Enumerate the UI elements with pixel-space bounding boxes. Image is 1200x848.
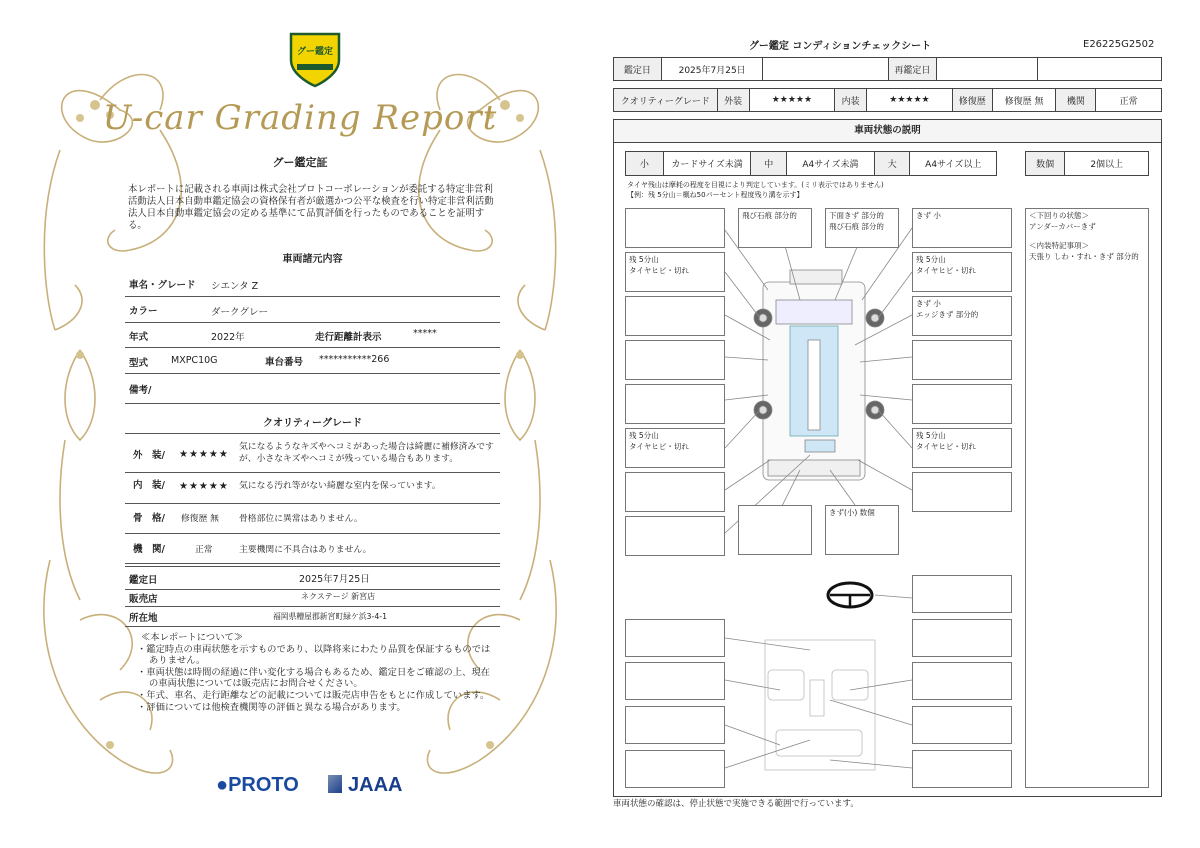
history-value: 修復歴 無 (993, 89, 1057, 111)
name-label: 車名・グレード (129, 280, 196, 291)
info-date-value: 2025年7月25日 (299, 574, 370, 585)
condition-box (625, 750, 725, 788)
condition-box-rear-right-tire: 残 5分山 タイヤヒビ・切れ (912, 428, 1012, 468)
model-value: MXPC10G (171, 355, 218, 366)
info-date-label: 鑑定日 (129, 575, 158, 586)
report-notes (137, 632, 497, 713)
note-item: ・車両状態は時間の経過に伴い変化する場合もあるため、鑑定日をご確認の上、現在の車両状態については販売店にお問合せください。 (137, 666, 490, 690)
legend-count-desc: 2個以上 (1090, 160, 1124, 170)
condition-box (912, 575, 1012, 613)
color-label: カラー (129, 306, 158, 317)
condition-box (738, 505, 812, 555)
badge-text: グー鑑定 (296, 47, 333, 57)
shop-label: 販売店 (129, 594, 158, 605)
exterior-label: 外装 (718, 89, 750, 111)
exterior-label: 外 装/ (133, 450, 165, 461)
engine-value: 正常 (1119, 96, 1138, 107)
exterior-stars: ★★★★★ (179, 449, 229, 460)
quality-row-interior (125, 471, 500, 504)
frame-desc: 骨格部位に異常はありません。 (239, 514, 363, 524)
quality-row-frame (125, 503, 500, 534)
goo-appraisal-badge-icon (287, 30, 343, 88)
history-label: 修復歴 (953, 89, 993, 111)
interior-desc: 気になる汚れ等がない綺麗な室内を保っています。 (239, 481, 441, 491)
condition-box (625, 516, 725, 556)
model-label: 型式 (129, 358, 149, 369)
mileage-value: ***** (413, 328, 437, 339)
legend-large-desc: A4サイズ以上 (925, 160, 982, 170)
condition-box (625, 296, 725, 336)
spec-row-model (125, 347, 500, 374)
engine-label: 機 関/ (133, 544, 165, 555)
address-label: 所在地 (129, 613, 158, 624)
quality-label: クオリティーグレード (614, 89, 718, 111)
spec-row-color (125, 296, 500, 323)
chassis-value: ***********266 (319, 354, 390, 365)
jaaa-logo: JAAA (328, 774, 402, 797)
condition-box (912, 384, 1012, 424)
certificate-title: グー鑑定証 (272, 156, 328, 169)
condition-box (625, 619, 725, 657)
quality-row-exterior (125, 433, 500, 473)
interior-value: ★★★★★ (867, 89, 953, 111)
condition-box (912, 706, 1012, 744)
interior-notes-value: 天張り しわ・すれ・きず 部分的 (1029, 252, 1139, 261)
legend-medium: 中 (751, 152, 787, 175)
document-id: E26225G2502 (1083, 39, 1155, 50)
quality-row-engine (125, 533, 500, 564)
certificate-statement: 本レポートに記載される車両は株式会社プロトコーポレーションが委託する特定非営利活動法人日本自動車鑑定協会の資格保有者が厳選かつ公平な検査を行い特定非営利活動法人日本自動車鑑定協会の定める基準にて品質評価を行ったものであることを証明する。 (128, 184, 494, 231)
mileage-label: 走行距離計表示 (315, 332, 382, 343)
spec-row-name (125, 270, 500, 297)
color-value: ダークグレー (211, 307, 269, 318)
interior-label: 内装 (835, 89, 867, 111)
condition-box (912, 340, 1012, 380)
condition-box (625, 662, 725, 700)
info-row-date (125, 566, 500, 590)
condition-box (912, 750, 1012, 788)
spec-row-year (125, 322, 500, 348)
legend-count: 数個 (1026, 152, 1065, 175)
frame-label: 骨 格/ (133, 513, 165, 524)
interior-notes-label: ＜内装特記事項＞ (1029, 241, 1089, 250)
condition-box-rear: きず(小) 数個 (825, 505, 899, 555)
quality-section-title: クオリティーグレード (263, 418, 362, 429)
condition-box-rear-left-tire: 残 5分山 タイヤヒビ・切れ (625, 428, 725, 468)
info-row-address (125, 606, 500, 627)
jaaa-mark-icon (328, 775, 342, 793)
exterior-value: ★★★★★ (750, 89, 836, 111)
condition-box (625, 208, 725, 248)
condition-box (625, 340, 725, 380)
legend-medium-desc: A4サイズ未満 (787, 152, 875, 175)
remarks-label: 備考/ (129, 385, 152, 396)
legend-large: 大 (875, 152, 911, 175)
explain-title: 車両状態の説明 (614, 120, 1161, 143)
condition-box (625, 384, 725, 424)
sheet-footer: 車両状態の確認は、停止状態で実施できる範囲で行っています。 (613, 799, 859, 809)
shop-value: ネクステージ 新宮店 (301, 592, 376, 601)
notes-title: ≪本レポートについて≫ (141, 632, 244, 643)
legend-small: 小 (626, 152, 664, 175)
condition-check-sheet (600, 0, 1200, 848)
condition-box-front-right: きず 小 (912, 208, 1012, 248)
interior-label: 内 装/ (133, 480, 165, 491)
condition-box-front-right-tire: 残 5分山 タイヤヒビ・切れ (912, 252, 1012, 292)
tire-note-1: タイヤ残山は摩耗の程度を目視により判定しています。(ミリ表示ではありません) (627, 181, 884, 189)
condition-box (625, 472, 725, 512)
report-script-title: U-car Grading Report (102, 98, 498, 138)
spec-section-title: 車両諸元内容 (282, 254, 343, 265)
condition-box-front-chip: 飛び石痕 部分的 (738, 208, 812, 248)
condition-box (625, 706, 725, 744)
sheet-title: グー鑑定 コンディションチェックシート (748, 41, 932, 52)
year-label: 年式 (129, 332, 149, 343)
condition-box-front-underside: 下面きず 部分的 飛び石痕 部分的 (825, 208, 899, 248)
proto-logo: ●PROTO (216, 774, 299, 796)
engine-desc: 主要機関に不具合はありません。 (239, 545, 372, 555)
note-item: ・年式、車名、走行距離などの記載については販売店申告をもとに作成しています。 (137, 689, 490, 701)
condition-box (912, 662, 1012, 700)
legend-small-desc: カードサイズ未満 (664, 152, 752, 175)
condition-box (912, 472, 1012, 512)
under-label: ＜下回りの状態＞ (1029, 211, 1089, 220)
engine-label: 機関 (1056, 89, 1096, 111)
date-label: 鑑定日 (614, 58, 662, 80)
frame-value: 修復歴 無 (181, 514, 219, 524)
proto-mark-icon: ● (216, 774, 229, 796)
special-notes-box (1025, 208, 1149, 788)
engine-value: 正常 (195, 545, 213, 555)
name-value: シエンタ Z (211, 281, 259, 292)
year-value: 2022年 (211, 332, 245, 343)
note-item: ・評価については他検査機関等の評価と異なる場合があります。 (137, 701, 406, 713)
date-value: 2025年7月25日 (662, 58, 764, 80)
spec-row-remarks (125, 373, 500, 404)
exterior-desc: 気になるようなキズやヘコミがあった場合は綺麗に補修済みですが、小さなキズやヘコミが残っている場合もあります。 (239, 442, 494, 464)
under-value: アンダーカバーきず (1029, 222, 1096, 231)
tire-note-2: 【例：残 5分山＝概ね50パーセント程度残り溝を示す】 (627, 191, 804, 199)
chassis-label: 車台番号 (265, 357, 304, 368)
interior-stars: ★★★★★ (179, 481, 229, 492)
address-value: 福岡県糟屋郡新宮町緑ケ浜3-4-1 (273, 612, 388, 621)
condition-box (912, 619, 1012, 657)
info-row-shop (125, 588, 500, 607)
condition-box-right-side: きず 小 エッジきず 部分的 (912, 296, 1012, 336)
note-item: ・鑑定時点の車両状態を示すものであり、以降将来にわたり品質を保証するものではありません。 (137, 643, 491, 667)
reinspect-label: 再鑑定日 (889, 58, 937, 80)
condition-box-front-left-tire: 残 5分山 タイヤヒビ・切れ (625, 252, 725, 292)
